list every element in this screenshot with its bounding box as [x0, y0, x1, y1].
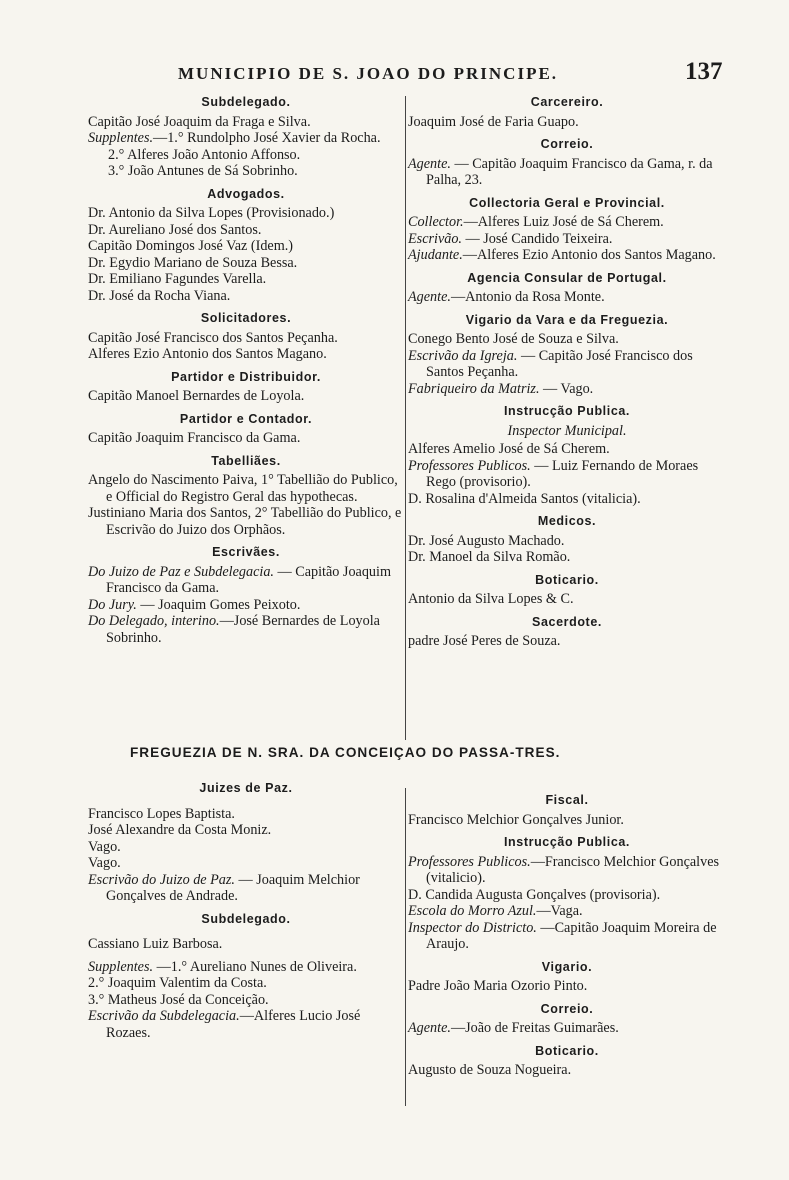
entry: padre José Peres de Souza.: [408, 633, 561, 649]
entry: Alferes Ezio Antonio dos Santos Magano.: [88, 346, 327, 362]
section-heading-boticario-bottom: Boticario.: [535, 1043, 599, 1058]
running-head: MUNICIPIO DE S. JOAO DO PRINCIPE.: [178, 64, 559, 83]
entry: Dr. Manoel da Silva Romão.: [408, 549, 571, 565]
entry: Vago.: [88, 855, 121, 871]
entry: Professores Publicos. — Luiz Fernando de Moraes Rego (provisorio).: [408, 457, 699, 490]
entry: Vago.: [88, 838, 121, 855]
section-heading-correio: Correio.: [540, 137, 594, 151]
section-heading-instrucao: Instrucção Publica.: [503, 404, 631, 418]
freguezia-title: FREGUEZIA DE N. SRA. DA CONCEIÇAO DO PASSA-TRES.: [130, 745, 561, 760]
section-heading-escrivaes: Escrivães.: [212, 545, 280, 559]
entry: Collector.—Alferes Luiz José de Sá Cherem.: [408, 214, 664, 230]
entry: Francisco Lopes Baptista.: [88, 805, 235, 822]
column-divider-top: [405, 96, 406, 740]
entry: Padre João Maria Ozorio Pinto.: [408, 978, 588, 994]
entry: Ajudante.—Alferes Ezio Antonio dos Santos Magano.: [408, 247, 716, 263]
column-divider-bottom: [405, 788, 406, 1106]
entry: Dr. Emiliano Fagundes Varella.: [88, 271, 267, 287]
section-heading-fiscal: Fiscal.: [545, 793, 589, 807]
entry: 2.° Alferes João Antonio Affonso.: [108, 146, 301, 163]
entry: Alferes Amelio José de Sá Cherem.: [408, 441, 610, 457]
section-heading-partidor-distribuidor: Partidor e Distribuidor.: [171, 369, 321, 384]
entry: Escrivão. — José Candido Teixeira.: [408, 230, 613, 247]
entry: D. Candida Augusta Gonçalves (provisoria).: [408, 886, 661, 903]
top-left-column: [88, 94, 404, 646]
entry: Conego Bento José de Souza e Silva.: [408, 331, 619, 347]
entry: Supplentes.—1.° Rundolpho José Xavier da Rocha.: [88, 130, 381, 146]
entry: José Alexandre da Costa Moniz.: [88, 822, 272, 838]
entry: 2.° Joaquim Valentim da Costa.: [88, 975, 267, 991]
section-heading-tabelliaes: Tabelliães.: [211, 453, 281, 468]
section-heading-agencia: Agencia Consular de Portugal.: [467, 270, 667, 285]
entry: Escrivão da Subdelegacia.—Alferes Lucio José Rozaes.: [88, 1008, 361, 1041]
entry: Capitão José Francisco dos Santos Peçanha.: [88, 329, 338, 346]
entry: 3.° Matheus José da Conceição.: [88, 991, 269, 1008]
entry: Escrivão do Juizo de Paz. — Joaquim Melchior Gonçalves de Andrade.: [88, 871, 360, 904]
entry: Escola do Morro Azul.—Vaga.: [408, 903, 583, 919]
entry: Angelo do Nascimento Paiva, 1° Tabellião do Publico, e Official do Registro Geral das hypothecas.: [88, 472, 398, 505]
entry: Francisco Melchior Gonçalves Junior.: [408, 811, 624, 828]
page-number: 137: [685, 58, 723, 85]
section-heading-boticario: Boticario.: [535, 572, 599, 587]
section-heading-instrucao-bottom: Instrucção Publica.: [503, 835, 631, 849]
entry: Capitão Joaquim Francisco da Gama.: [88, 430, 301, 446]
entry: Antonio da Silva Lopes & C.: [408, 591, 574, 607]
entry: Dr. José da Rocha Viana.: [88, 287, 231, 304]
entry: Dr. Aureliano José dos Santos.: [88, 221, 262, 238]
entry: Cassiano Luiz Barbosa.: [88, 936, 223, 952]
entry: 3.° João Antunes de Sá Sobrinho.: [108, 163, 298, 179]
entry: Dr. José Augusto Machado.: [408, 532, 565, 549]
entry: Professores Publicos.—Francisco Melchior Gonçalves (vitalicio).: [408, 853, 720, 886]
entry: Fabriqueiro da Matriz. — Vago.: [408, 380, 594, 397]
entry: Agente. — Capitão Joaquim Francisco da Gama, r. da Palha, 23.: [408, 155, 713, 188]
entry: Escrivão da Igreja. — Capitão José Francisco dos Santos Peçanha.: [408, 347, 693, 380]
section-heading-juizes: Juizes de Paz.: [199, 781, 293, 795]
section-heading-medicos: Medicos.: [537, 514, 597, 528]
section-heading-vigario-bottom: Vigario.: [541, 959, 593, 974]
section-heading-carcereiro: Carcereiro.: [530, 95, 604, 109]
entry: Augusto de Souza Nogueira.: [408, 1062, 572, 1078]
section-heading-solicitadores: Solicitadores.: [200, 311, 292, 325]
section-heading-correio-bottom: Correio.: [540, 1001, 594, 1016]
entry: Capitão José Joaquim da Fraga e Silva.: [88, 113, 311, 130]
entry: Agente.—João de Freitas Guimarães.: [408, 1020, 619, 1036]
top-right-column: [408, 94, 726, 650]
section-heading-partidor-contador: Partidor e Contador.: [179, 411, 313, 426]
bottom-right-column: [408, 780, 726, 1079]
section-heading-sacerdote: Sacerdote.: [532, 614, 602, 629]
entry: Capitão Manoel Bernardes de Loyola.: [88, 388, 305, 404]
entry: Do Juizo de Paz e Subdelegacia. — Capitão Joaquim Francisco da Gama.: [88, 563, 392, 596]
entry: Inspector do Districto. —Capitão Joaquim Moreira de Araujo.: [408, 919, 717, 952]
bottom-left-column: [88, 780, 404, 1041]
subheading-inspector: Inspector Municipal.: [507, 422, 627, 439]
entry: Dr. Egydio Mariano de Souza Bessa.: [88, 254, 298, 271]
entry: Do Jury. — Joaquim Gomes Peixoto.: [88, 596, 301, 613]
entry: Supplentes. —1.° Aureliano Nunes de Oliveira.: [88, 958, 357, 975]
entry: Agente.—Antonio da Rosa Monte.: [408, 289, 605, 305]
entry: Joaquim José de Faria Guapo.: [408, 113, 579, 130]
entry: Dr. Antonio da Silva Lopes (Provisionado.): [88, 205, 335, 221]
section-heading-advogados: Advogados.: [207, 186, 285, 201]
section-heading-vigario-vara: Vigario da Vara e da Freguezia.: [465, 312, 669, 327]
entry: Capitão Domingos José Vaz (Idem.): [88, 238, 294, 254]
section-heading-subdelegado-bottom: Subdelegado.: [201, 911, 291, 926]
section-heading-subdelegado: Subdelegado.: [201, 95, 291, 109]
entry: D. Rosalina d'Almeida Santos (vitalicia).: [408, 490, 641, 507]
section-heading-collectoria: Collectoria Geral e Provincial.: [469, 195, 665, 210]
entry: Do Delegado, interino.—José Bernardes de Loyola Sobrinho.: [88, 613, 380, 646]
entry: Justiniano Maria dos Santos, 2° Tabellião do Publico, e Escrivão do Juizo dos Orphãos.: [88, 505, 402, 538]
